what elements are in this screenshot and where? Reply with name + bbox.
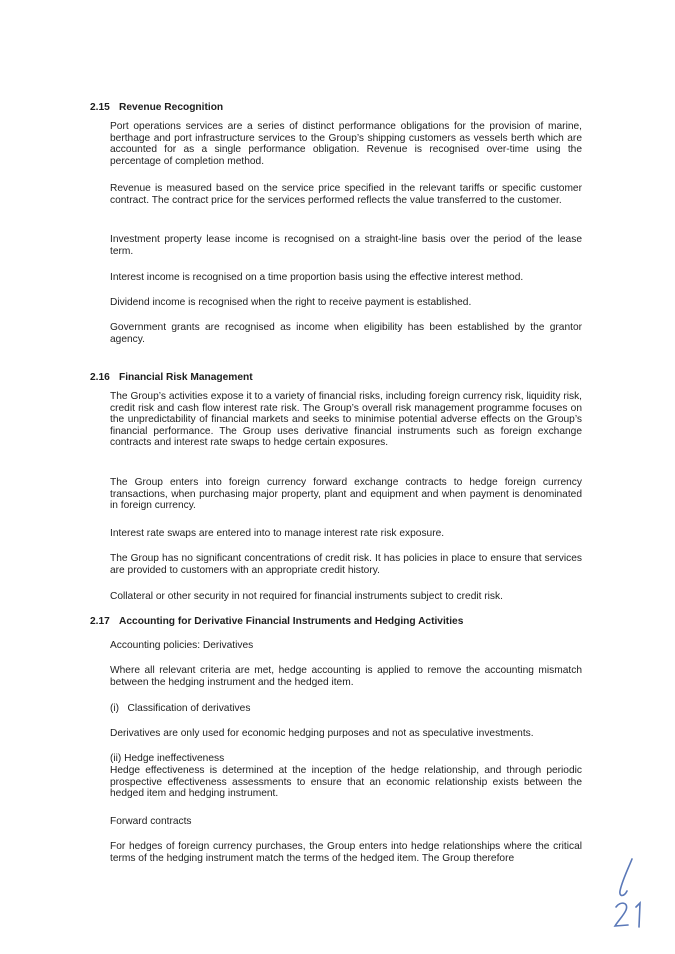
handwritten-initial bbox=[620, 859, 632, 896]
section-heading-2-17 bbox=[90, 616, 463, 628]
handwritten-page-number bbox=[610, 855, 660, 930]
section-title: Revenue Recognition bbox=[119, 102, 224, 113]
section-number: 2.15 bbox=[90, 102, 110, 113]
paragraph: Where all relevant criteria are met, hedge accounting is applied to remove the accounting mismatch between the hedging instrument and the hedged item. bbox=[110, 665, 582, 688]
paragraph: Derivatives are only used for economic hedging purposes and not as speculative investments. bbox=[110, 728, 534, 739]
section-number: 2.17 bbox=[90, 616, 110, 627]
paragraph: (i) Classification of derivatives bbox=[110, 703, 251, 714]
section-title: Accounting for Derivative Financial Instruments and Hedging Activities bbox=[119, 616, 464, 627]
handwritten-digit-one bbox=[636, 903, 640, 927]
paragraph: Interest income is recognised on a time proportion basis using the effective interest method. bbox=[110, 272, 524, 283]
paragraph: Hedge effectiveness is determined at the inception of the hedge relationship, and through periodic prospective effectiveness assessments to ensure that an economic relationship exists between the hedged item and hedging instrument. bbox=[110, 765, 582, 800]
paragraph: Dividend income is recognised when the right to receive payment is established. bbox=[110, 297, 472, 308]
paragraph: The Group has no significant concentrations of credit risk. It has policies in place to ensure that services are provided to customers with an appropriate credit history. bbox=[110, 553, 582, 576]
paragraph: Government grants are recognised as income when eligibility has been established by the grantor agency. bbox=[110, 322, 582, 345]
paragraph: The Group enters into foreign currency forward exchange contracts to hedge foreign currency transactions, when purchasing major property, plant and equipment and when payment is denominated in foreign currency. bbox=[110, 477, 582, 512]
paragraph: Investment property lease income is recognised on a straight-line basis over the period of the lease term. bbox=[110, 234, 582, 257]
section-heading-2-16 bbox=[90, 372, 253, 384]
paragraph: Collateral or other security in not required for financial instruments subject to credit risk. bbox=[110, 591, 503, 602]
subheading: Forward contracts bbox=[110, 816, 192, 827]
paragraph: Accounting policies: Derivatives bbox=[110, 640, 254, 651]
paragraph: Port operations services are a series of distinct performance obligations for the provision of marine, berthage and port infrastructure services to the Group’s shipping customers as vessels berth which are accounted for as a single performance obligation. Revenue is recognised over-time using the percentage of completion method. bbox=[110, 121, 582, 167]
subheading: (ii) Hedge ineffectiveness bbox=[110, 753, 225, 764]
paragraph: Interest rate swaps are entered into to manage interest rate risk exposure. bbox=[110, 528, 445, 539]
section-heading-2-15 bbox=[90, 102, 223, 114]
section-number: 2.16 bbox=[90, 372, 110, 383]
paragraph: Revenue is measured based on the service price specified in the relevant tariffs or specific customer contract. The contract price for the services performed reflects the value transferred to the customer. bbox=[110, 183, 582, 206]
handwritten-digit-two bbox=[615, 903, 628, 926]
paragraph: For hedges of foreign currency purchases, the Group enters into hedge relationships where the critical terms of the hedging instrument match the terms of the hedged item. The Group therefore bbox=[110, 841, 582, 864]
paragraph: The Group’s activities expose it to a variety of financial risks, including foreign currency risk, liquidity risk, credit risk and cash flow interest rate risk. The Group’s overall risk management programme focuses on the unpredictability of financial markets and seeks to minimise potential adverse effects on the Group’s financial performance. The Group uses derivative financial instruments such as foreign exchange contracts and interest rate swaps to hedge certain exposures. bbox=[110, 391, 582, 449]
section-title: Financial Risk Management bbox=[119, 372, 253, 383]
